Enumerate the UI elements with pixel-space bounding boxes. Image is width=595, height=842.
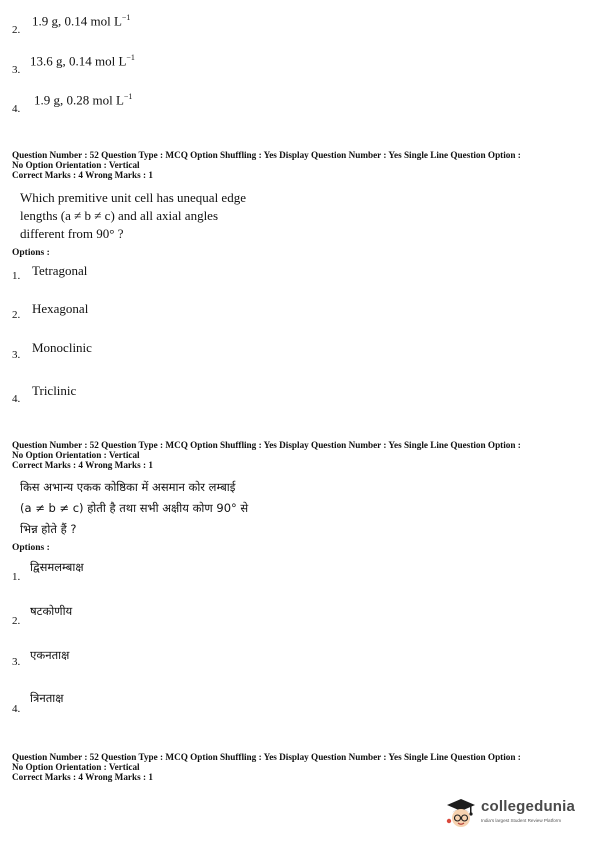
option-text: Hexagonal <box>32 301 89 316</box>
option-text: षटकोणीय <box>30 604 73 618</box>
option-number: 2. <box>12 615 21 627</box>
option-number: 3. <box>12 656 21 668</box>
question-meta: Question Number : 52 Question Type : MCQ Option Shuffling : Yes Display Question Number : Yes Single Line Question Option : No Option Orientation : Vertical Correct Marks : 4 Wrong Marks : 1 <box>12 440 521 470</box>
option-text: 13.6 g, 0.14 mol $L^{-1}$ <box>30 53 135 69</box>
question-text-hindi: किस अभान्य एकक कोष्ठिका में असमान कोर लम्बाई (a ≠ b ≠ c) होती है तथा सभी अक्षीय कोण 90° से भिन्न होते हैं ? <box>20 480 249 536</box>
question-meta: Question Number : 52 Question Type : MCQ Option Shuffling : Yes Display Question Number : Yes Single Line Question Option : No Option Orientation : Vertical Correct Marks : 4 Wrong Marks : 1 <box>12 752 521 782</box>
option-number: 1. <box>12 270 21 282</box>
option-text: त्रिनताक्ष <box>30 691 64 705</box>
option-text: एकनताक्ष <box>30 648 70 662</box>
option-number: 2. <box>12 24 21 36</box>
option-number: 2. <box>12 309 21 321</box>
options-label: Options : <box>12 543 50 553</box>
graduate-mascot-icon <box>444 796 478 830</box>
collegedunia-logo <box>444 796 589 832</box>
option-text: Monoclinic <box>32 340 92 355</box>
option-text: Tetragonal <box>32 263 88 278</box>
brand-tagline: India's largest Student Review Platform <box>481 818 562 823</box>
option-text: 1.9 g, 0.28 mol $L^{-1}$ <box>34 92 133 108</box>
option-number: 4. <box>12 703 21 715</box>
option-number: 4. <box>12 103 21 115</box>
options-label: Options : <box>12 248 50 258</box>
option-text: 1.9 g, 0.14 mol $L^{-1}$ <box>32 13 131 29</box>
option-number: 4. <box>12 393 21 405</box>
option-number: 3. <box>12 64 21 76</box>
question-text: Which premitive unit cell has unequal edge lengths (a ≠ b ≠ c) and all axial angles different from 90° ? <box>20 190 246 241</box>
question-meta: Question Number : 52 Question Type : MCQ Option Shuffling : Yes Display Question Number : Yes Single Line Question Option : No Option Orientation : Vertical Correct Marks : 4 Wrong Marks : 1 <box>12 150 521 180</box>
option-text: Triclinic <box>32 383 77 398</box>
option-number: 1. <box>12 571 21 583</box>
option-number: 3. <box>12 349 21 361</box>
brand-name: collegedunia <box>481 798 576 815</box>
option-text: द्विसमलम्बाक्ष <box>30 560 84 574</box>
